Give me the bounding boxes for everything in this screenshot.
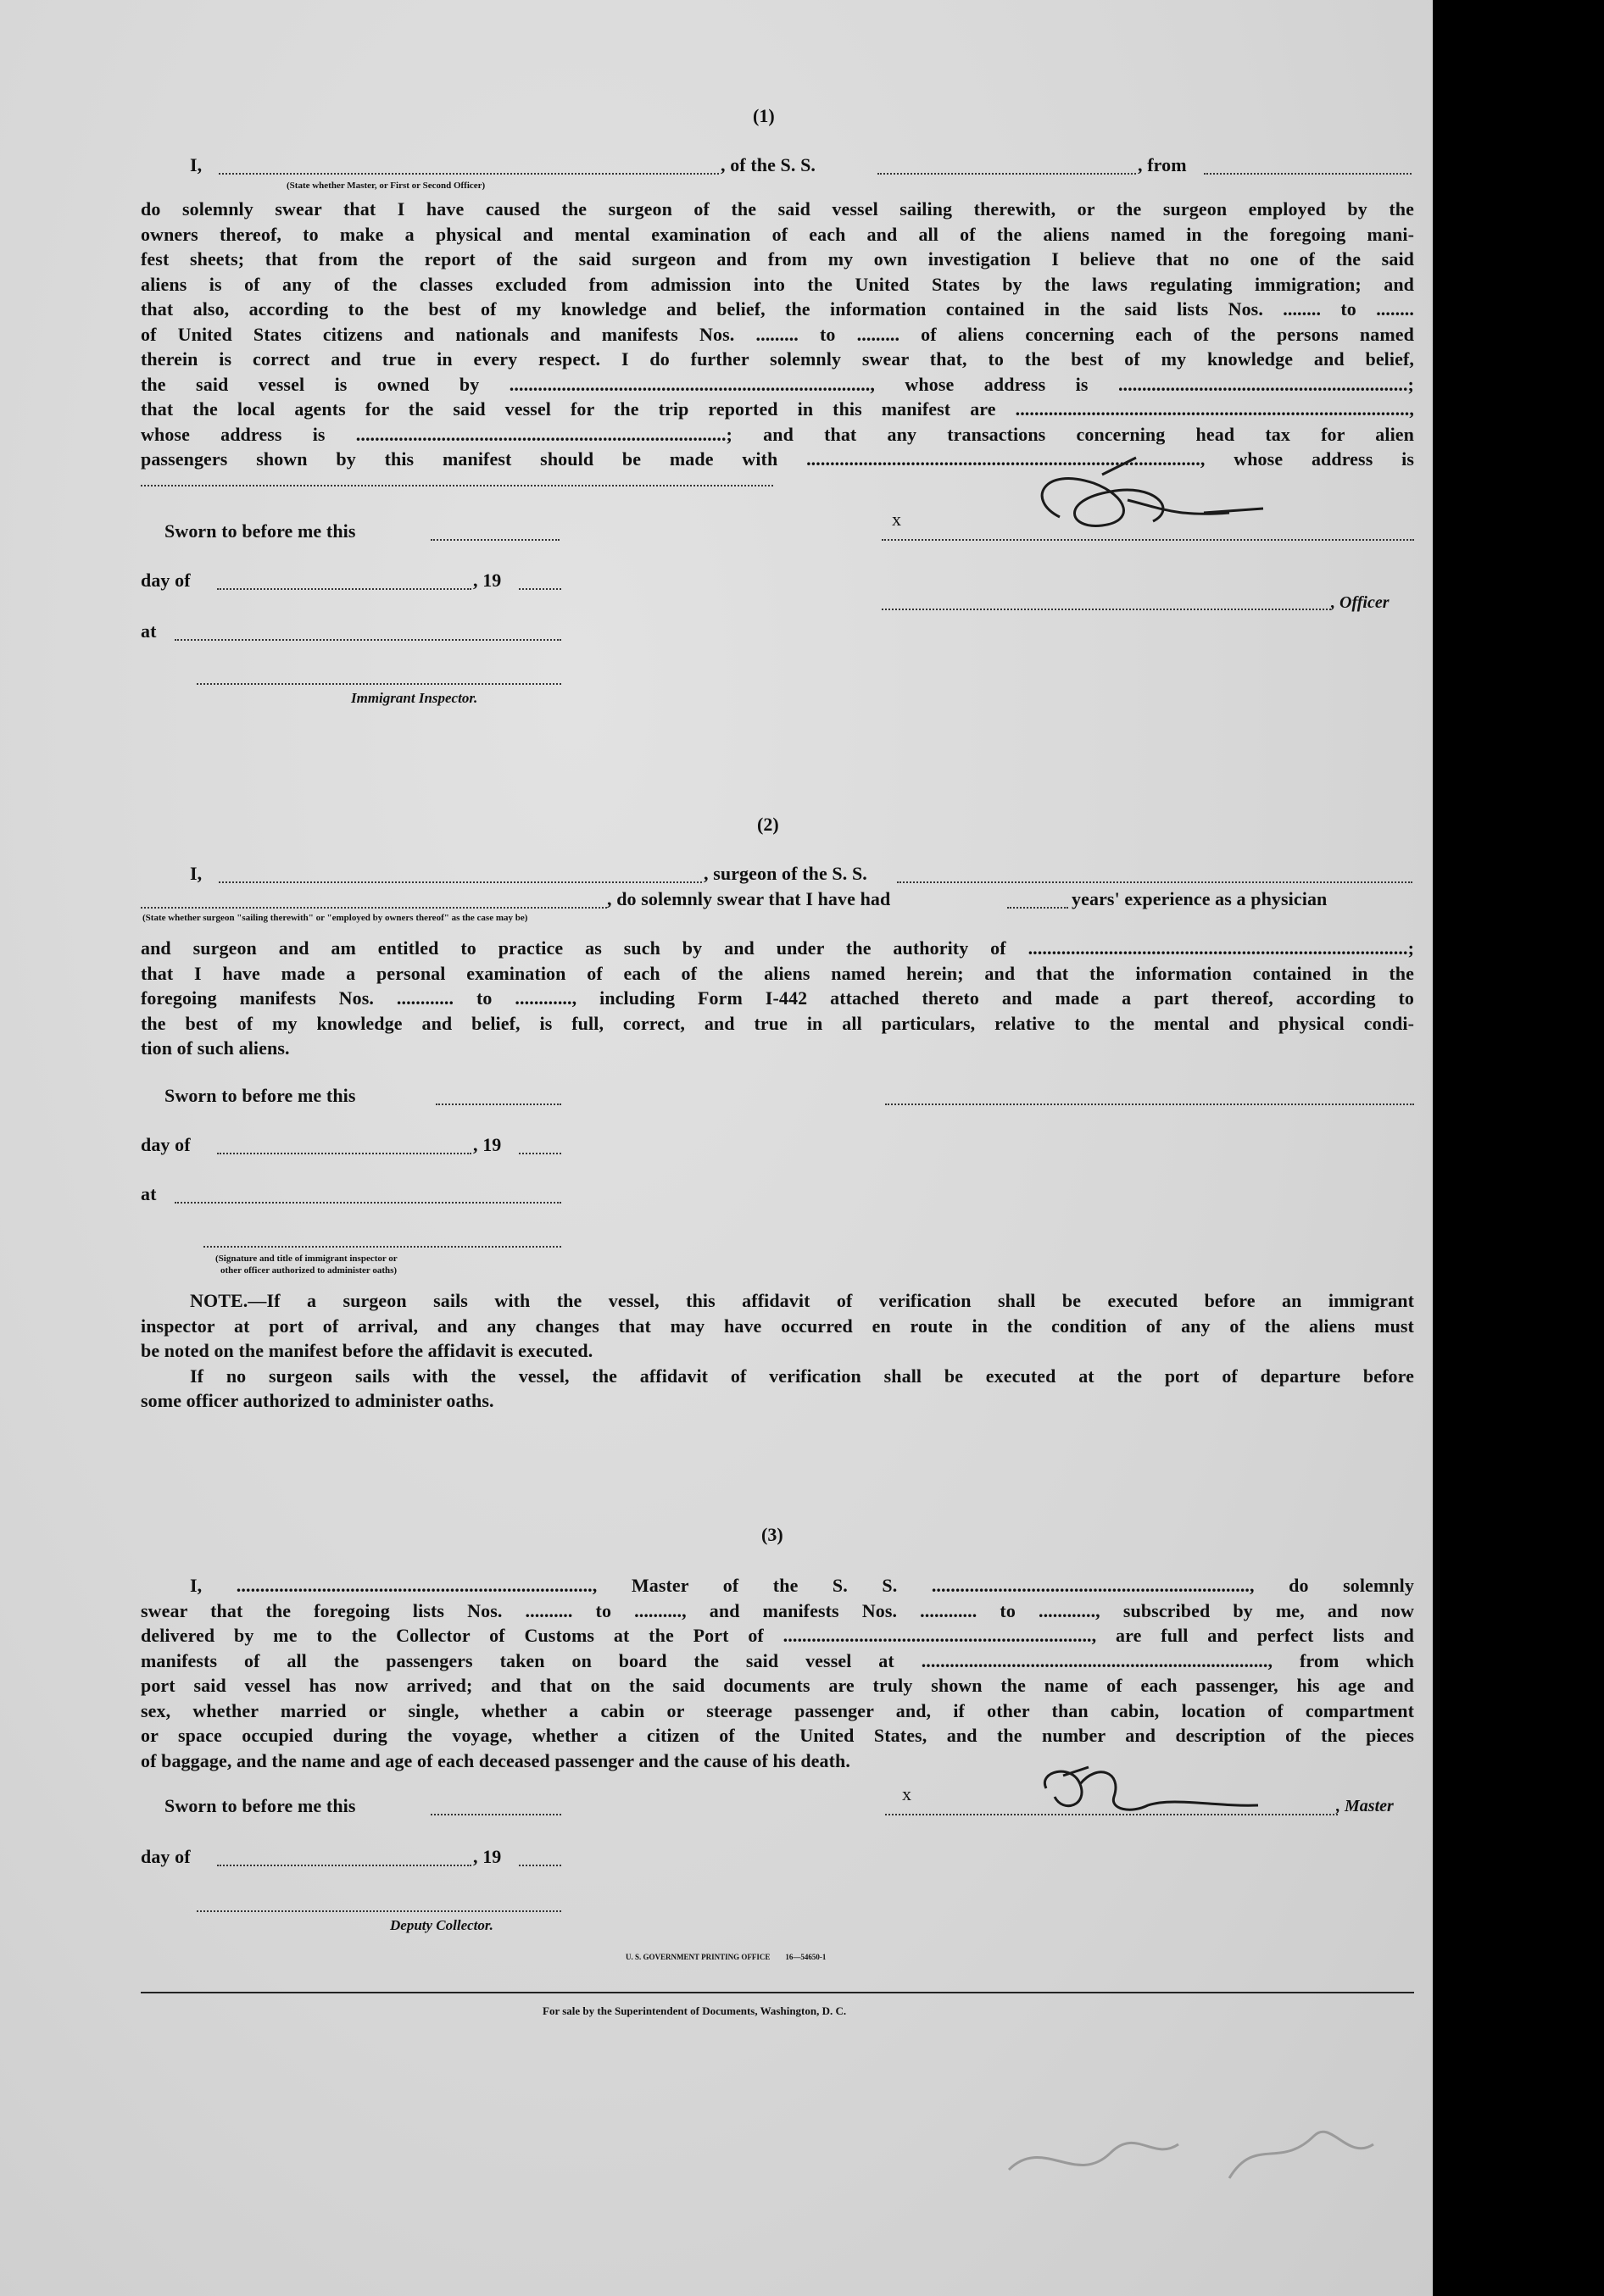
punch-hole	[1464, 2032, 1508, 2076]
surgeon-type-field[interactable]	[141, 907, 607, 909]
surgeon-note	[141, 1288, 1414, 1414]
para-line: sex, whether married or single, whether a cabin or steerage passenger and, if other than cabin, location of compartment	[141, 1699, 1414, 1721]
surgeon-caption: (State whether surgeon "sailing therewith" or "employed by owners thereof" as the case may be)	[142, 913, 528, 923]
para-line: owners thereof, to make a physical and mental examination of each and all of the aliens named in the foregoing mani-	[141, 223, 1414, 245]
para-line: whose address is ..............................................................................; and that any transactions concerning head tax for alien	[141, 423, 1414, 445]
section1-i-label: I,	[190, 154, 203, 175]
sworn-day-field-1[interactable]	[431, 539, 560, 541]
year-label-2: , 19	[473, 1134, 502, 1155]
note-line: some officer authorized to administer oaths.	[141, 1390, 494, 1411]
para-line: passengers shown by this manifest should be made with ..................................................................................., whose address is	[141, 448, 1414, 470]
immigrant-inspector-label: Immigrant Inspector.	[351, 690, 478, 706]
para-line: delivered by me to the Collector of Customs at the Port of ................................................................., are full and perfect lists and	[141, 1625, 1414, 1646]
master-signature-line-3[interactable]	[885, 1814, 1338, 1815]
section1-number: (1)	[753, 105, 775, 126]
surgeon-vessel-field[interactable]	[897, 881, 1412, 883]
inspector-signature-line[interactable]	[197, 683, 561, 685]
sworn-label-2: Sworn to before me this	[164, 1085, 356, 1106]
para-line: tion of such aliens.	[141, 1037, 290, 1059]
signature-caption-line: (Signature and title of immigrant inspector or	[215, 1254, 398, 1264]
year-label-3: , 19	[473, 1846, 502, 1867]
section2-i-label: I,	[190, 863, 203, 884]
para-line: port said vessel has now arrived; and that on the said documents are truly shown the name of each passenger, his age and	[141, 1675, 1414, 1696]
note-line: If no surgeon sails with the vessel, the affidavit of verification shall be executed at the port of departure before	[190, 1365, 1414, 1387]
years-experience-label: years' experience as a physician	[1072, 888, 1328, 909]
day-of-field-2[interactable]	[217, 1153, 471, 1154]
deputy-collector-label: Deputy Collector.	[390, 1917, 493, 1933]
punch-hole	[1471, 2161, 1515, 2205]
master-name-field[interactable]	[219, 173, 719, 175]
year-field-1[interactable]	[519, 588, 561, 590]
day-of-field-1[interactable]	[217, 588, 471, 590]
signature-caption-line: other officer authorized to administer oaths)	[220, 1265, 398, 1276]
master-label: , Master	[1336, 1797, 1394, 1815]
footer-text: For sale by the Superintendent of Documents, Washington, D. C.	[543, 2004, 847, 2017]
section2-number: (2)	[757, 814, 779, 835]
note-line: be noted on the manifest before the affidavit is executed.	[141, 1340, 593, 1361]
punch-hole	[1447, 225, 1491, 269]
punch-hole	[1468, 757, 1512, 801]
section3-paragraph	[141, 1573, 1414, 1773]
para-line: therein is correct and true in every respect. I do further solemnly swear that, to the best of my knowledge and belief,	[141, 348, 1414, 370]
address-field-extra[interactable]	[141, 485, 773, 486]
para-line: or space occupied during the voyage, whether a citizen of the United States, and the number and description of the pieces	[141, 1725, 1414, 1746]
at-label-2: at	[141, 1183, 157, 1204]
signature-scrawl-3	[1029, 1746, 1267, 1822]
day-of-field-3[interactable]	[217, 1865, 471, 1866]
para-line: aliens is of any of the classes excluded from admission into the United States by the laws regulating immigration; and	[141, 273, 1414, 295]
section3-number: (3)	[761, 1524, 783, 1545]
para-line: that the local agents for the said vessel for the trip reported in this manifest are ...................................................................................,	[141, 398, 1414, 420]
officer-signature-line[interactable]	[882, 609, 1331, 610]
officer-label: , Officer	[1331, 593, 1390, 612]
section1-line1	[190, 153, 202, 178]
sworn-label-3: Sworn to before me this	[164, 1795, 356, 1816]
punch-hole	[1468, 620, 1512, 664]
punch-hole	[1462, 1502, 1506, 1546]
section2-paragraph	[141, 936, 1414, 1061]
day-of-label-2: day of	[141, 1134, 191, 1155]
year-field-2[interactable]	[519, 1153, 561, 1154]
solemnly-swear-label: , do solemnly swear that I have had	[607, 888, 891, 909]
signature-mark-3: x	[902, 1783, 912, 1804]
year-field-3[interactable]	[519, 1865, 561, 1866]
day-of-label-3: day of	[141, 1846, 191, 1867]
section1-paragraph	[141, 197, 1414, 472]
para-line: the said vessel is owned by ............................................................................, whose address is .............................................................;	[141, 373, 1414, 395]
para-line: and surgeon and am entitled to practice as such by and under the authority of ................................................................................;	[141, 937, 1414, 959]
at-field-1[interactable]	[175, 639, 561, 641]
para-line: swear that the foregoing lists Nos. .......... to .........., and manifests Nos. ............ to ............, subscribed by me, and now	[141, 1599, 1414, 1621]
from-label: , from	[1138, 154, 1187, 175]
para-line: do solemnly swear that I have caused the surgeon of the said vessel sailing therewith, or the surgeon employed by the	[141, 198, 1414, 220]
note-line: NOTE.—If a surgeon sails with the vessel, this affidavit of verification shall be executed before an immigrant	[190, 1290, 1414, 1311]
signature-scrawl-1	[1009, 441, 1280, 542]
punch-hole	[1480, 525, 1524, 570]
note-line: inspector at port of arrival, and any changes that may have occurred en route in the condition of any of the aliens must	[141, 1315, 1414, 1337]
para-line: of United States citizens and nationals and manifests Nos. ......... to ......... of aliens concerning each of the persons named	[141, 323, 1414, 345]
year-label-1: , 19	[473, 570, 502, 591]
footer-rule	[141, 1992, 1414, 1993]
from-port-field[interactable]	[1204, 173, 1412, 175]
collector-signature-line[interactable]	[197, 1910, 561, 1912]
sworn-day-field-3[interactable]	[431, 1814, 561, 1815]
surgeon-name-field[interactable]	[219, 881, 702, 883]
surgeon-signature-line[interactable]	[885, 1104, 1414, 1105]
para-line: of baggage, and the name and age of each deceased passenger and the cause of his death.	[141, 1749, 850, 1771]
para-line: manifests of all the passengers taken on board the said vessel at ........................................................................., from which	[141, 1649, 1414, 1671]
of-ss-label: , of the S. S.	[721, 154, 816, 175]
at-label-1: at	[141, 620, 157, 642]
day-of-label-1: day of	[141, 570, 191, 591]
para-line: I, ..........................................................................., Master of the S. S. ..................................................................., do solemnly	[190, 1575, 1414, 1596]
para-line: foregoing manifests Nos. ............ to ............, including Form I-442 attached thereto and made a part thereof, according to	[141, 987, 1414, 1009]
surgeon-of-ss-label: , surgeon of the S. S.	[704, 863, 867, 884]
at-field-2[interactable]	[175, 1202, 561, 1204]
bleed-through-scrawl	[975, 2085, 1399, 2204]
officer-caption: (State whether Master, or First or Second Officer)	[287, 181, 486, 191]
para-line: that I have made a personal examination of each of the aliens named herein; and that the information contained in the	[141, 962, 1414, 984]
vessel-name-field[interactable]	[877, 173, 1136, 175]
gpo-imprint: U. S. GOVERNMENT PRINTING OFFICE 16—54650-1	[626, 1953, 827, 1961]
para-line: the best of my knowledge and belief, is full, correct, and true in all particulars, relative to the mental and physical condi-	[141, 1012, 1414, 1034]
para-line: that also, according to the best of my knowledge and belief, the information contained in the said lists Nos. ........ to ........	[141, 298, 1414, 320]
sworn-day-field-2[interactable]	[436, 1104, 561, 1105]
sworn-label-1: Sworn to before me this	[164, 520, 356, 542]
punch-hole	[1462, 1710, 1506, 1754]
para-line: fest sheets; that from the report of the said surgeon and from my own investigation I believe that no one of the said	[141, 248, 1414, 270]
authority-signature-line[interactable]	[203, 1246, 561, 1248]
punch-hole	[1464, 1640, 1508, 1684]
years-field[interactable]	[1007, 907, 1068, 909]
signature-mark-1: x	[892, 509, 902, 530]
punch-hole	[1443, 93, 1487, 137]
